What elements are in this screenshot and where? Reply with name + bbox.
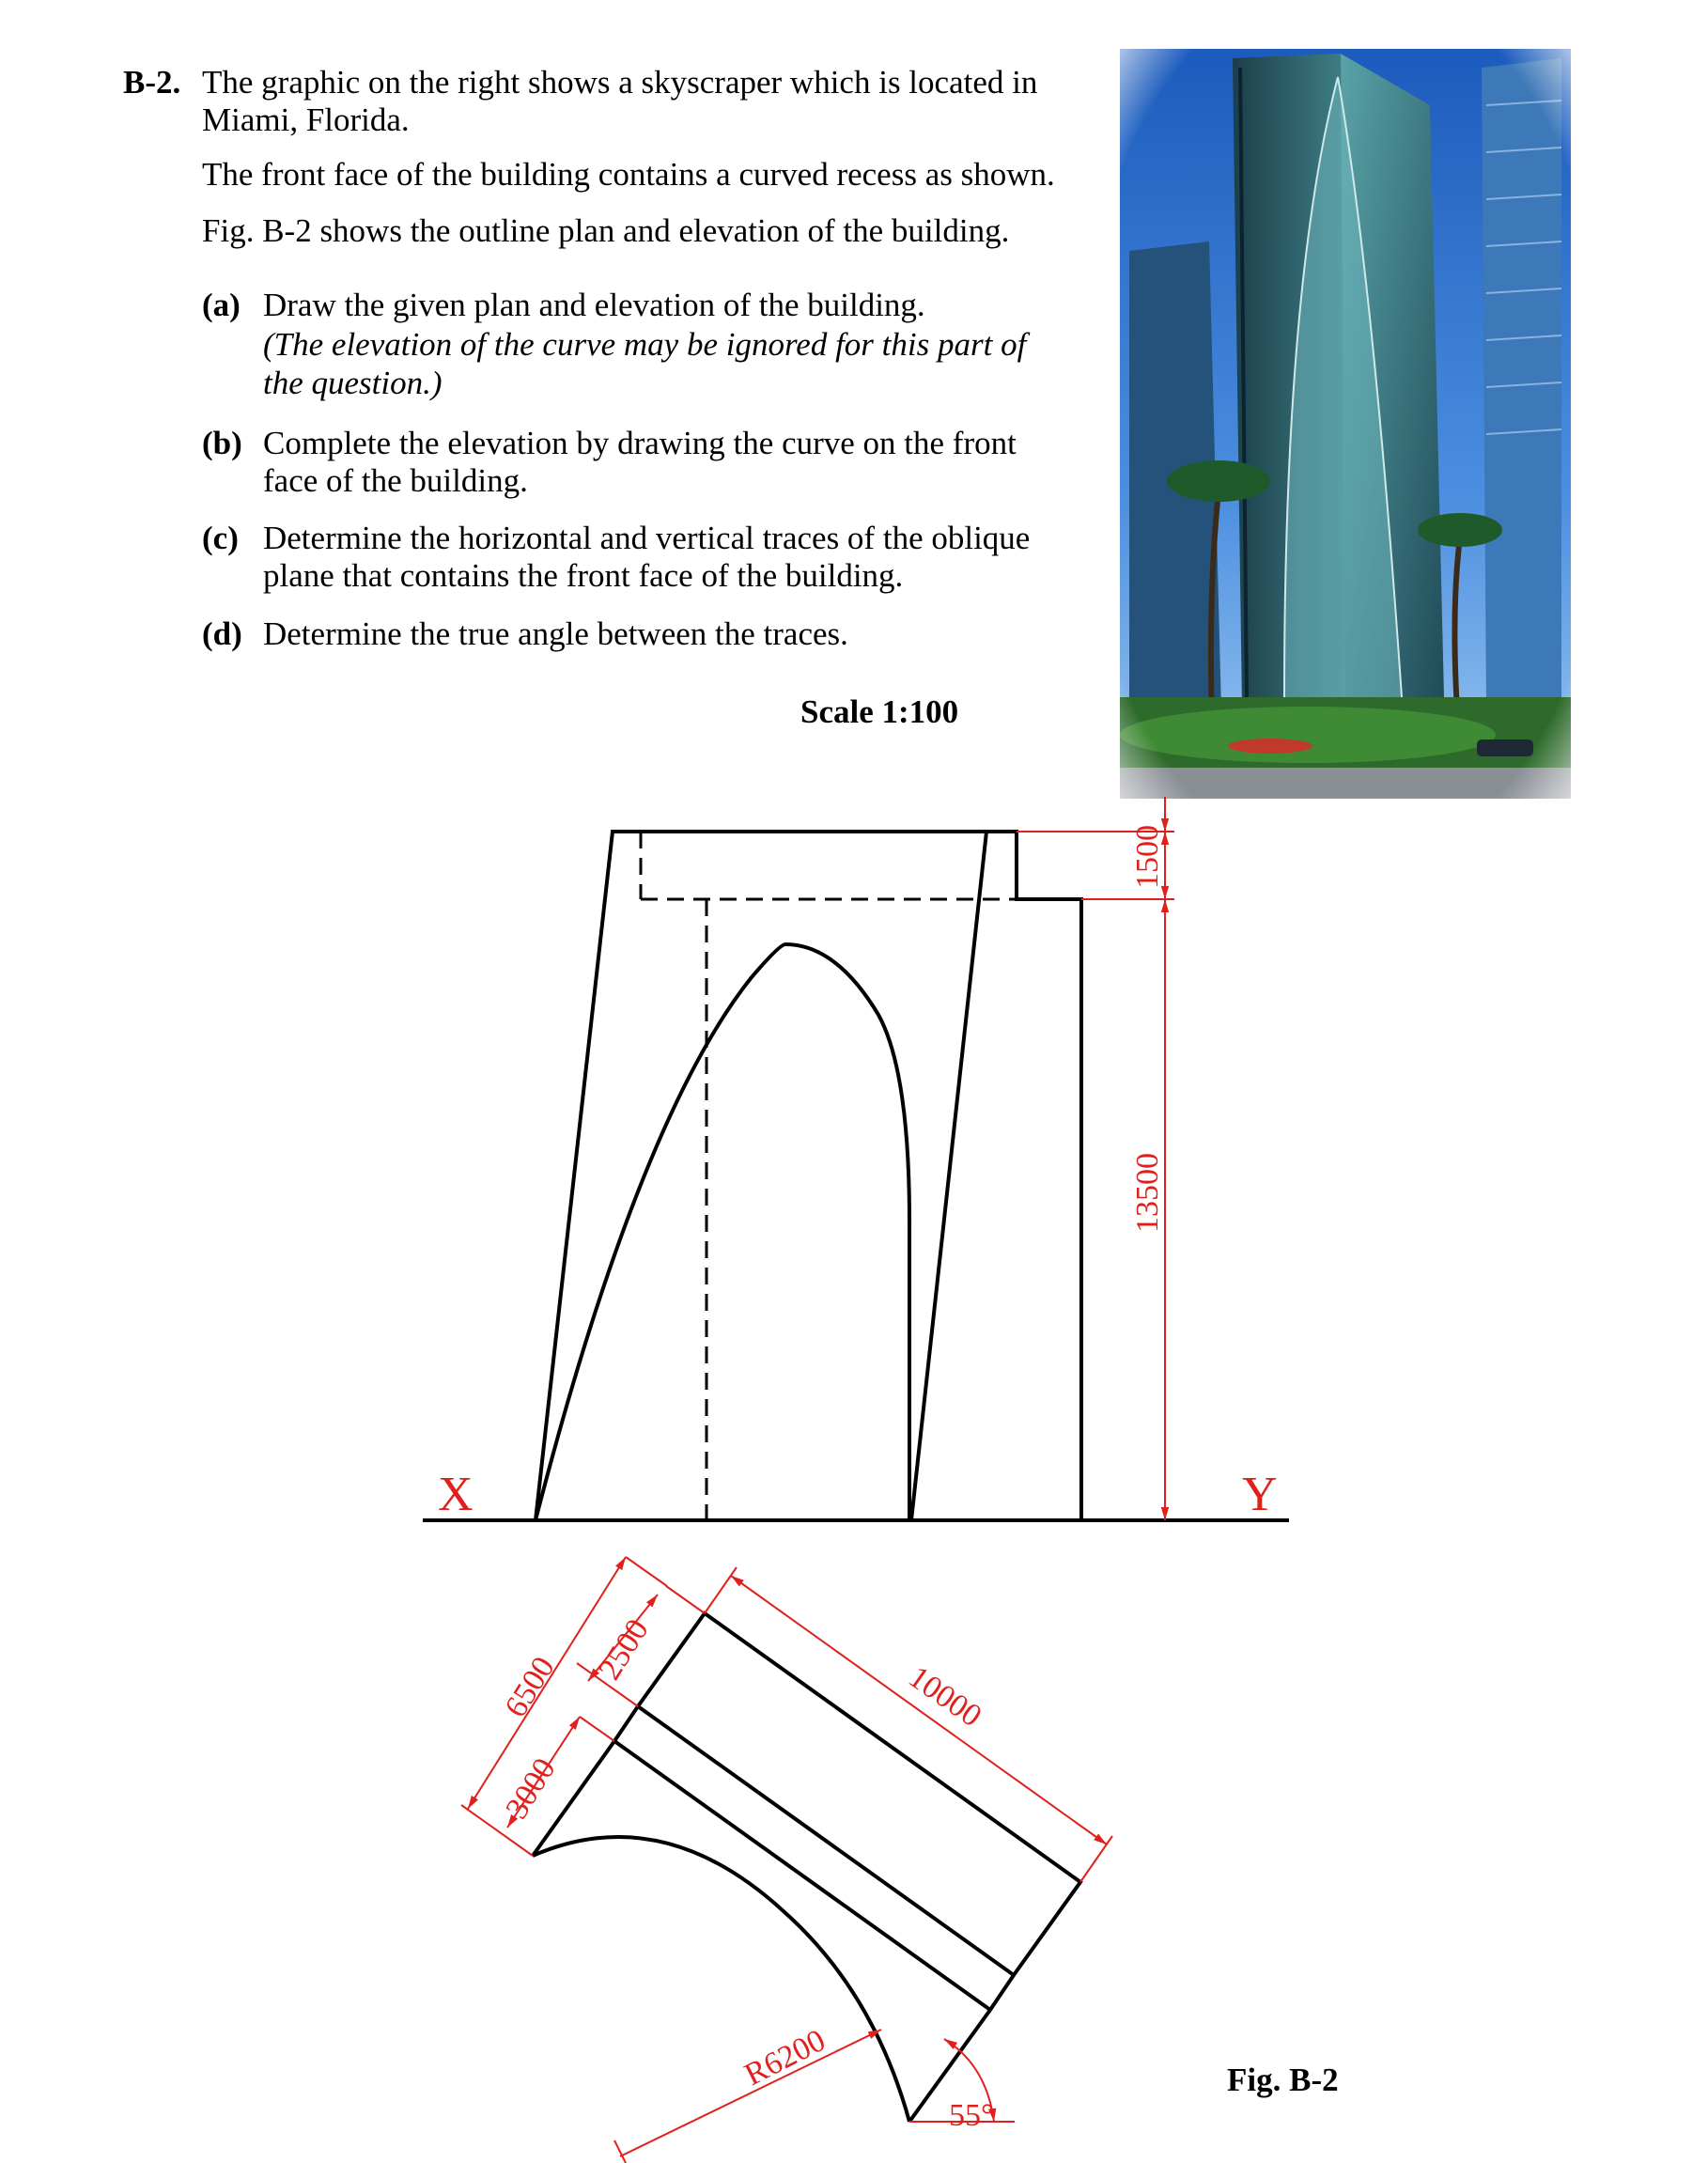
part-d-line-1: Determine the true angle between the traces. [263, 615, 848, 652]
plan-edge-upper [614, 1706, 638, 1741]
part-b-label: (b) [202, 425, 242, 461]
dim-1500: 1500 [1130, 825, 1165, 889]
hidden-lines [641, 832, 1017, 1520]
elevation-slanted-edge [911, 832, 986, 1520]
part-d-label: (d) [202, 615, 242, 652]
dim-2500: 2500 [592, 1612, 656, 1687]
intro-para-2: The front face of the building contains a curved recess as shown. [202, 156, 1055, 193]
scale-label: Scale 1:100 [800, 693, 959, 730]
dim-13500: 13500 [1130, 1153, 1165, 1233]
plan-right-upper [990, 1975, 1014, 2010]
plan-mid-line [614, 1741, 990, 2010]
part-c-line-2: plane that contains the front face of the building. [263, 557, 904, 594]
part-a-note-1: (The elevation of the curve may be ignored for this part of [263, 326, 1027, 363]
dim-10000: 10000 [902, 1659, 988, 1735]
x-label: X [438, 1468, 474, 1521]
part-c-line-1: Determine the horizontal and vertical traces of the oblique [263, 520, 1031, 556]
dim-6500: 6500 [498, 1650, 562, 1724]
elevation-outline [536, 832, 1081, 1520]
plan-arc [533, 1837, 909, 2122]
dim-r6200: R6200 [738, 2022, 831, 2093]
part-a-text: Draw the given plan and elevation of the building. [263, 287, 925, 323]
part-b-line-1: Complete the elevation by drawing the curve on the front [263, 425, 1017, 461]
part-a-label: (a) [202, 287, 241, 323]
question-number: B-2. [123, 64, 181, 101]
dim-3000: 3000 [499, 1751, 563, 1826]
dim-angle-55: 55° [949, 2098, 994, 2133]
intro-line-1: The graphic on the right shows a skyscraper which is located in [202, 64, 1038, 101]
elevation-view [536, 832, 1081, 1520]
part-c-label: (c) [202, 520, 239, 556]
part-a-note-2: the question.) [263, 365, 443, 401]
y-label: Y [1242, 1468, 1278, 1521]
part-b-line-2: face of the building. [263, 462, 528, 499]
intro-para-3: Fig. B-2 shows the outline plan and elevation of the building. [202, 212, 1010, 249]
intro-line-2: Miami, Florida. [202, 101, 410, 138]
figure-caption: Fig. B-2 [1227, 2062, 1339, 2098]
